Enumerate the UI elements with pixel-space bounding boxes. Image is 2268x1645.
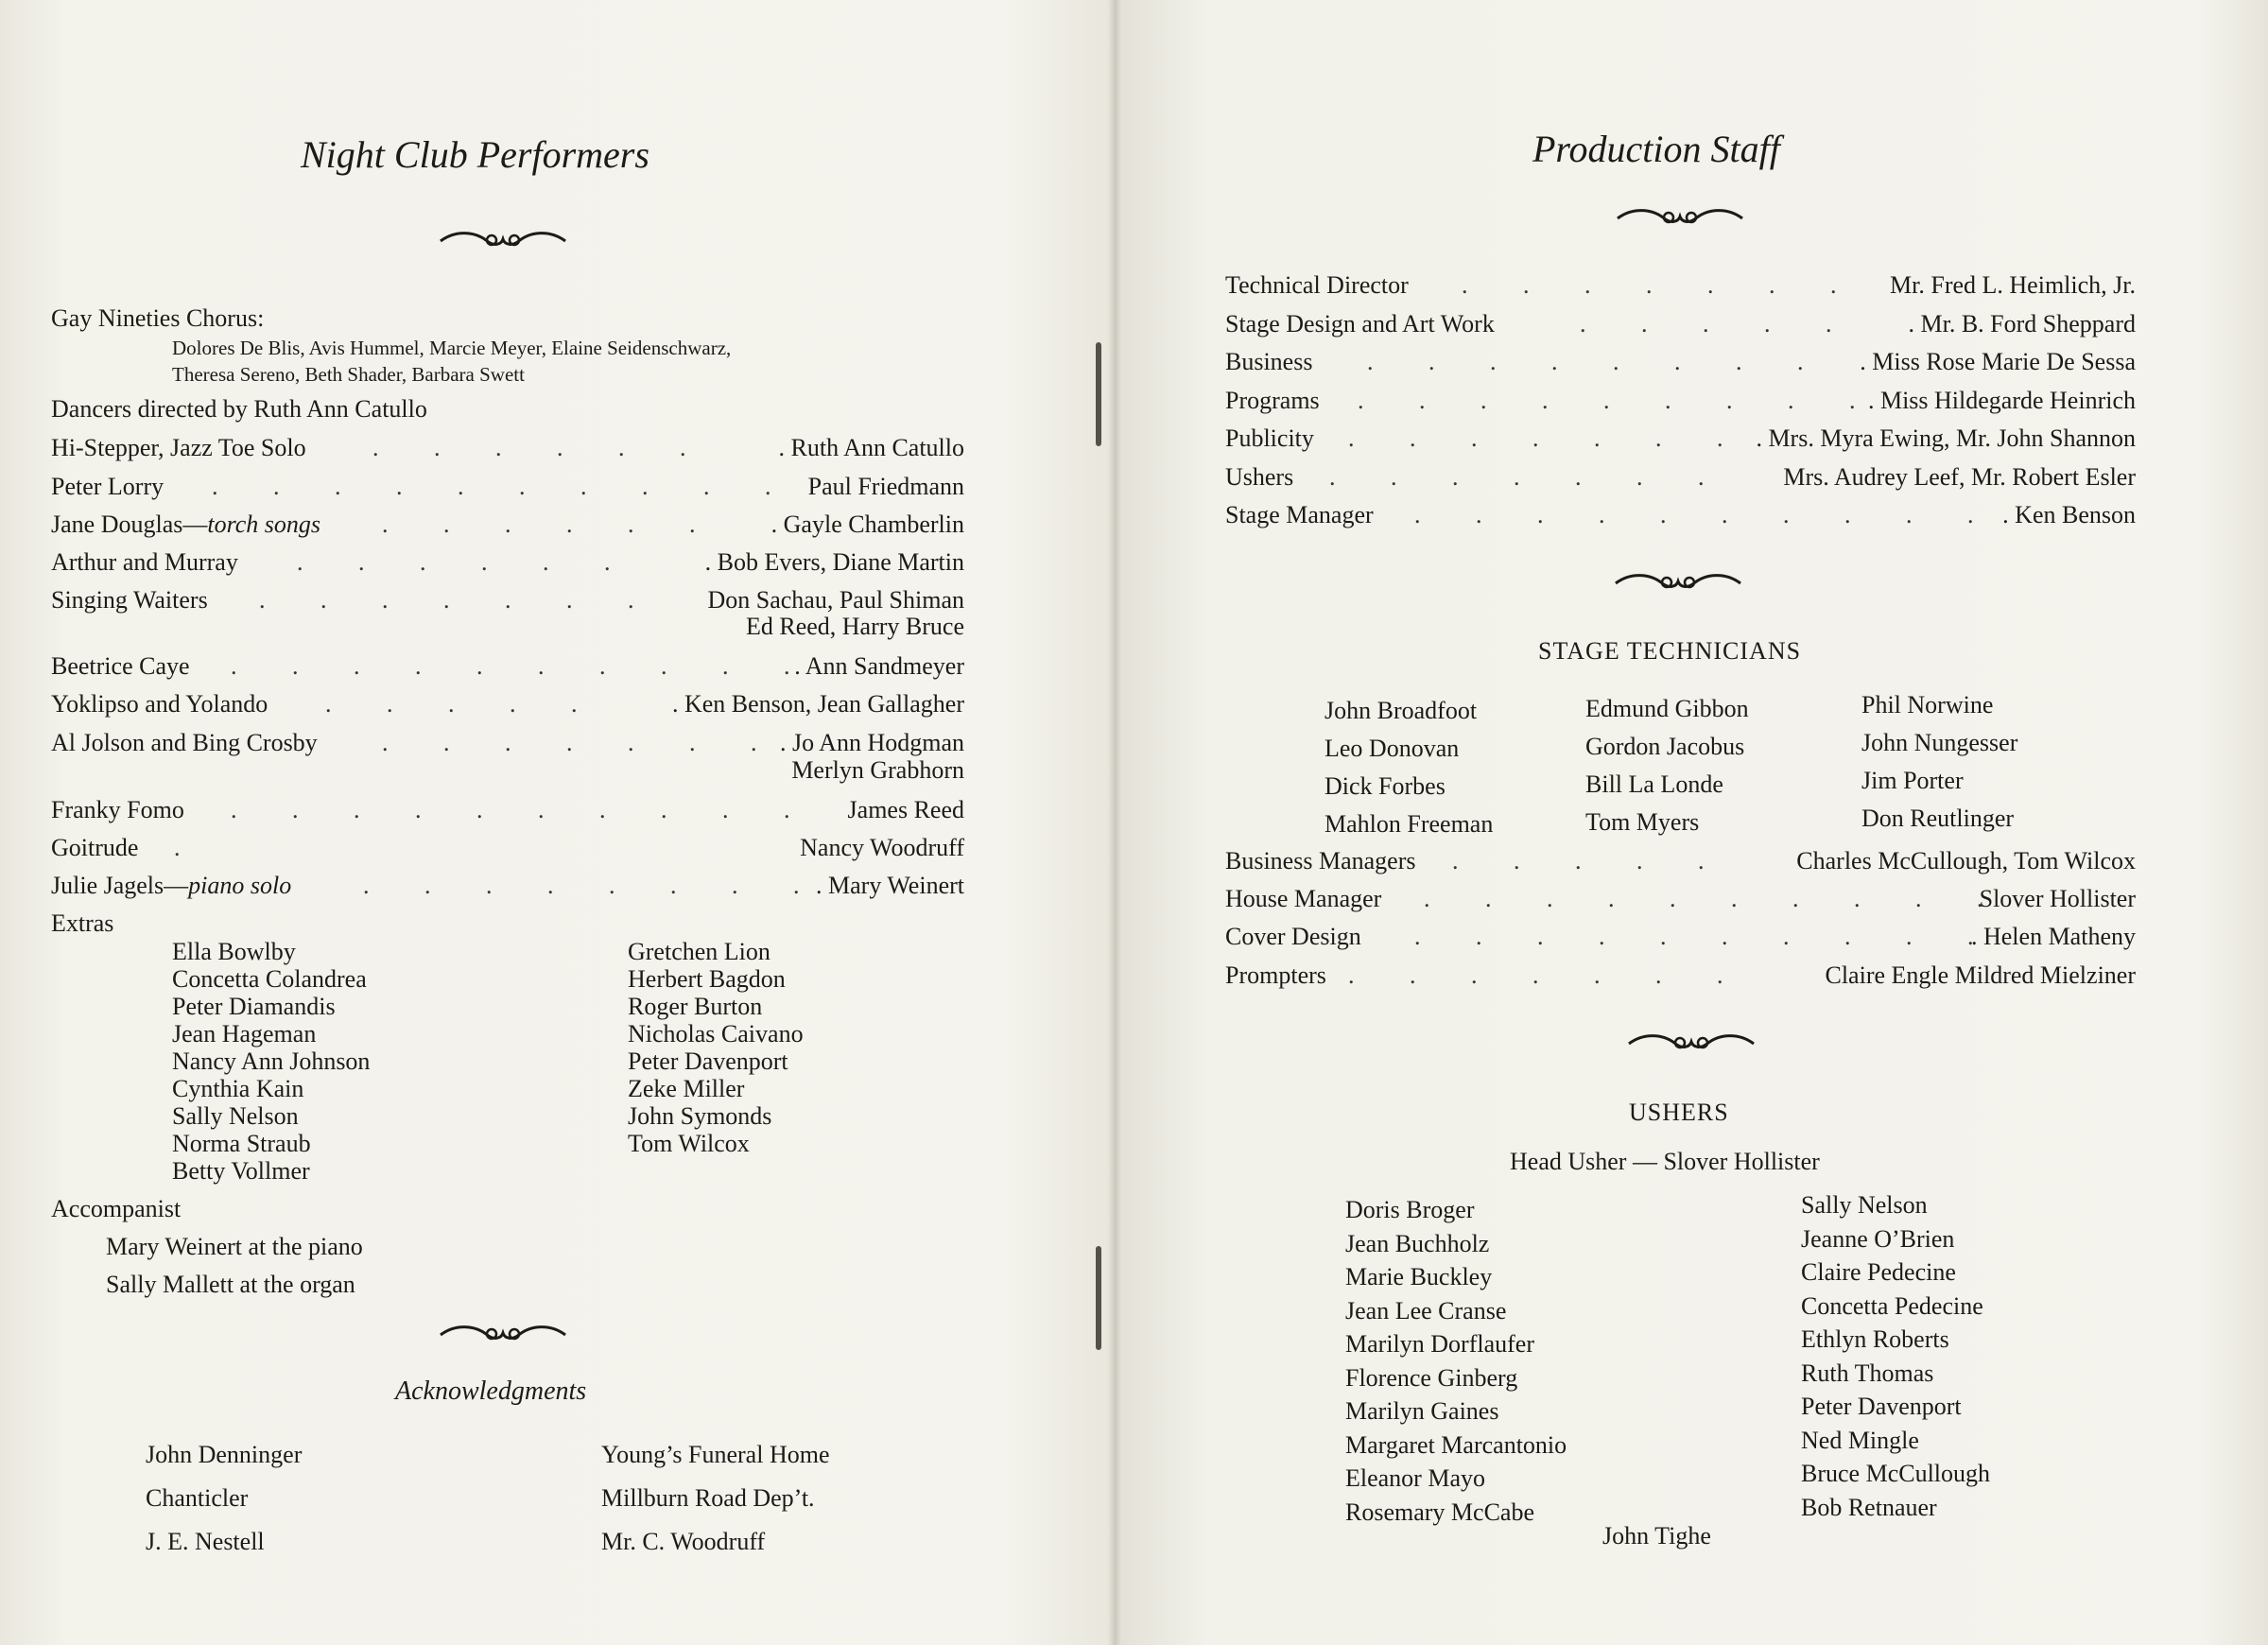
extras-label: Extras	[51, 909, 114, 937]
center-fold	[1108, 0, 1121, 1645]
performer-name-cont: Ed Reed, Harry Bruce	[745, 613, 964, 640]
list-item: Jeanne O’Brien	[1801, 1224, 1955, 1253]
performer-name: . Ruth Ann Catullo	[778, 434, 964, 461]
staff-role: Technical Director	[1225, 271, 1409, 299]
staff-role: Stage Design and Art Work	[1225, 310, 1495, 338]
usher-last: John Tighe	[1602, 1522, 1711, 1550]
staple-top	[1096, 342, 1101, 446]
performer-name: . Ann Sandmeyer	[794, 652, 964, 680]
performer-name: . Bob Evers, Diane Martin	[704, 548, 964, 576]
list-item: Jean Lee Cranse	[1345, 1296, 1507, 1325]
performer-name-cont: Merlyn Grabhorn	[791, 756, 964, 784]
list-item: Peter Diamandis	[172, 993, 336, 1020]
list-item: Doris Broger	[1345, 1196, 1475, 1223]
staff-role: Business Managers	[1225, 847, 1416, 874]
performer-name: Nancy Woodruff	[800, 834, 964, 861]
list-item: Tom Wilcox	[628, 1130, 750, 1157]
list-item: Sally Nelson	[172, 1102, 299, 1130]
page-title: Production Staff	[1532, 128, 1780, 170]
list-item: Nicholas Caivano	[628, 1020, 804, 1048]
staple-bottom	[1096, 1246, 1101, 1350]
list-item: Nancy Ann Johnson	[172, 1048, 371, 1075]
list-item: Marie Buckley	[1345, 1263, 1493, 1290]
list-item: Concetta Pedecine	[1801, 1291, 1983, 1320]
staff-name: Mr. Fred L. Heimlich, Jr.	[1890, 271, 2136, 299]
stage-technicians-heading: STAGE TECHNICIANS	[1538, 637, 1802, 665]
cast-row: Hi-Stepper, Jazz Toe Solo . . . . . . . Ruth Ann Catullo	[51, 434, 964, 461]
staff-row: Prompters . . . . . . . Claire Engle Mildred Mielziner	[1225, 961, 2136, 989]
list-item: Bruce McCullough	[1801, 1460, 1991, 1487]
cast-row: Singing Waiters . . . . . . . Don Sachau, Paul Shiman	[51, 586, 964, 614]
list-item: Leo Donovan	[1324, 735, 1460, 762]
list-item: John Denninger	[146, 1441, 303, 1468]
chorus-label: Gay Nineties Chorus:	[51, 304, 265, 332]
cast-row: Franky Fomo . . . . . . . . . . James Reed	[51, 796, 964, 823]
accompanist-piano: Mary Weinert at the piano	[106, 1233, 363, 1260]
staff-row: Programs . . . . . . . . . . Miss Hildegarde Heinrich	[1225, 387, 2136, 414]
technicians-col3	[1861, 686, 2017, 838]
ushers-heading: USHERS	[1629, 1099, 1729, 1126]
list-item: Ella Bowlby	[172, 938, 296, 965]
list-item: John Nungesser	[1861, 729, 2018, 756]
role-name: Hi-Stepper, Jazz Toe Solo	[51, 434, 306, 461]
list-item: Margaret Marcantonio	[1345, 1430, 1567, 1459]
role-name: Al Jolson and Bing Crosby	[51, 729, 318, 756]
role-name: Franky Fomo	[51, 796, 184, 823]
performer-name: Don Sachau, Paul Shiman	[707, 586, 964, 614]
role-name: Julie Jagels—piano solo	[51, 872, 292, 899]
staff-row: Cover Design . . . . . . . . . . . Helen Matheny	[1225, 923, 2136, 950]
ushers-col1	[1345, 1193, 1567, 1529]
role-name: Jane Douglas—torch songs	[51, 511, 321, 538]
dancers-line: Dancers directed by Ruth Ann Catullo	[51, 395, 427, 423]
staff-name: Mrs. Audrey Leef, Mr. Robert Esler	[1783, 463, 2136, 491]
list-item: Mahlon Freeman	[1324, 810, 1494, 838]
list-item: Mr. C. Woodruff	[601, 1528, 766, 1555]
staff-role: Stage Manager	[1225, 501, 1374, 528]
ushers-col2	[1801, 1188, 1990, 1524]
performer-name: . Ken Benson, Jean Gallagher	[671, 690, 964, 718]
list-item: Tom Myers	[1585, 808, 1700, 836]
flourish-ornament-icon	[437, 1322, 569, 1346]
list-item: Edmund Gibbon	[1585, 695, 1749, 722]
list-item: Gretchen Lion	[628, 938, 770, 965]
staff-row: Business Managers . . . . . Charles McCullough, Tom Wilcox	[1225, 847, 2136, 874]
flourish-ornament-icon	[437, 228, 569, 252]
list-item: J. E. Nestell	[146, 1528, 265, 1555]
cast-row: Arthur and Murray . . . . . . . Bob Evers, Diane Martin	[51, 548, 964, 576]
list-item: Dick Forbes	[1324, 772, 1446, 800]
list-item: Marilyn Gaines	[1345, 1397, 1499, 1425]
acknowledgments-col1	[146, 1437, 302, 1560]
role-note: piano solo	[188, 872, 292, 899]
head-usher: Head Usher — Slover Hollister	[1510, 1148, 1820, 1175]
staff-role: Business	[1225, 348, 1313, 375]
extras-list-col1	[172, 938, 370, 1185]
staff-name: . Helen Matheny	[1970, 923, 2136, 950]
role-name: Singing Waiters	[51, 586, 208, 614]
staff-role: Publicity	[1225, 424, 1314, 452]
role-name: Peter Lorry	[51, 473, 164, 500]
staff-name: . Mr. B. Ford Sheppard	[1908, 310, 2136, 338]
list-item: Eleanor Mayo	[1345, 1464, 1486, 1492]
staff-role: House Manager	[1225, 885, 1382, 912]
technicians-col1	[1324, 692, 1493, 843]
staff-row: House Manager . . . . . . . . . . Slover Hollister	[1225, 885, 2136, 912]
flourish-ornament-icon	[1614, 205, 1746, 230]
list-item: Jean Hageman	[172, 1020, 317, 1048]
staff-row: Business . . . . . . . . . Miss Rose Marie De Sessa	[1225, 348, 2136, 375]
list-item: Peter Davenport	[1801, 1393, 1962, 1420]
page-title: Night Club Performers	[301, 133, 649, 176]
list-item: Millburn Road Dep’t.	[601, 1484, 815, 1512]
list-item: Norma Straub	[172, 1130, 311, 1157]
list-item: John Broadfoot	[1324, 697, 1478, 724]
chorus-members-line2: Theresa Sereno, Beth Shader, Barbara Swett	[172, 363, 525, 386]
cast-row: Peter Lorry . . . . . . . . . . Paul Friedmann	[51, 473, 964, 500]
list-item: Phil Norwine	[1861, 691, 1994, 719]
list-item: Marilyn Dorflaufer	[1345, 1330, 1534, 1358]
list-item: Roger Burton	[628, 993, 763, 1020]
staff-name: . Miss Hildegarde Heinrich	[1867, 387, 2136, 414]
staff-row: Stage Manager . . . . . . . . . . . Ken Benson	[1225, 501, 2136, 528]
accompanist-organ: Sally Mallett at the organ	[106, 1271, 355, 1298]
staff-role: Ushers	[1225, 463, 1294, 491]
list-item: Peter Davenport	[628, 1048, 788, 1075]
list-item: Ruth Thomas	[1801, 1359, 1934, 1387]
list-item: Herbert Bagdon	[628, 965, 786, 993]
role-name: Beetrice Caye	[51, 652, 190, 680]
performer-name: . Gayle Chamberlin	[770, 511, 964, 538]
list-item: Bob Retnauer	[1801, 1493, 1937, 1521]
flourish-ornament-icon	[1625, 1030, 1757, 1055]
cast-row: Yoklipso and Yolando . . . . . . Ken Benson, Jean Gallagher	[51, 690, 964, 718]
performer-name: James Reed	[847, 796, 964, 823]
staff-name: . Miss Rose Marie De Sessa	[1860, 348, 2136, 375]
staff-row: Technical Director . . . . . . . Mr. Fred L. Heimlich, Jr.	[1225, 271, 2136, 299]
cast-row: Goitrude . Nancy Woodruff	[51, 834, 964, 861]
cast-row: Beetrice Caye . . . . . . . . . . . Ann Sandmeyer	[51, 652, 964, 680]
cast-row: Jane Douglas—torch songs . . . . . . . Gayle Chamberlin	[51, 511, 964, 538]
list-item: Young’s Funeral Home	[601, 1441, 830, 1468]
chorus-members-line1: Dolores De Blis, Avis Hummel, Marcie Meyer, Elaine Seidenschwarz,	[172, 337, 732, 359]
acknowledgments-title: Acknowledgments	[395, 1377, 587, 1406]
performer-name: Paul Friedmann	[807, 473, 964, 500]
list-item: John Symonds	[628, 1102, 772, 1130]
role-name: Goitrude	[51, 834, 139, 861]
list-item: Bill La Londe	[1585, 771, 1723, 798]
extras-list-col2	[628, 938, 804, 1157]
list-item: Jean Buchholz	[1345, 1229, 1490, 1257]
technicians-col2	[1585, 690, 1749, 841]
role-name: Arthur and Murray	[51, 548, 238, 576]
list-item: Cynthia Kain	[172, 1075, 304, 1102]
list-item: Jim Porter	[1861, 767, 1964, 794]
list-item: Ned Mingle	[1801, 1426, 1919, 1454]
staff-row: Stage Design and Art Work . . . . . . Mr. B. Ford Sheppard	[1225, 310, 2136, 338]
role-note: torch songs	[207, 511, 321, 538]
staff-role: Cover Design	[1225, 923, 1361, 950]
staff-row: Ushers . . . . . . . Mrs. Audrey Leef, Mr. Robert Esler	[1225, 463, 2136, 491]
staff-name: Slover Hollister	[1979, 885, 2136, 912]
staff-name: Claire Engle Mildred Mielziner	[1825, 961, 2136, 989]
list-item: Ethlyn Roberts	[1801, 1325, 1949, 1353]
staff-role: Prompters	[1225, 961, 1326, 989]
staff-row: Publicity . . . . . . . . Mrs. Myra Ewing, Mr. John Shannon	[1225, 424, 2136, 452]
cast-row: Julie Jagels—piano solo . . . . . . . . . Mary Weinert	[51, 872, 964, 899]
left-page	[0, 0, 1115, 1645]
list-item: Chanticler	[146, 1484, 249, 1512]
performer-name: . Jo Ann Hodgman	[780, 729, 964, 756]
staff-name: . Mrs. Myra Ewing, Mr. John Shannon	[1756, 424, 2136, 452]
list-item: Betty Vollmer	[172, 1157, 310, 1185]
right-page	[1115, 0, 2268, 1645]
flourish-ornament-icon	[1612, 570, 1744, 595]
list-item: Zeke Miller	[628, 1075, 745, 1102]
list-item: Florence Ginberg	[1345, 1363, 1518, 1392]
staff-name: . Ken Benson	[2002, 501, 2136, 528]
performer-name: . Mary Weinert	[816, 872, 964, 899]
list-item: Concetta Colandrea	[172, 965, 367, 993]
role-name: Yoklipso and Yolando	[51, 690, 268, 718]
accompanist-label: Accompanist	[51, 1195, 182, 1222]
staff-role: Programs	[1225, 387, 1320, 414]
list-item: Claire Pedecine	[1801, 1258, 1956, 1286]
list-item: Rosemary McCabe	[1345, 1498, 1535, 1526]
list-item: Don Reutlinger	[1861, 805, 2015, 832]
staff-name: Charles McCullough, Tom Wilcox	[1796, 847, 2136, 874]
acknowledgments-col2	[601, 1437, 829, 1560]
cast-row: Al Jolson and Bing Crosby . . . . . . . . Jo Ann Hodgman	[51, 729, 964, 756]
list-item: Gordon Jacobus	[1585, 733, 1745, 760]
list-item: Sally Nelson	[1801, 1191, 1928, 1219]
